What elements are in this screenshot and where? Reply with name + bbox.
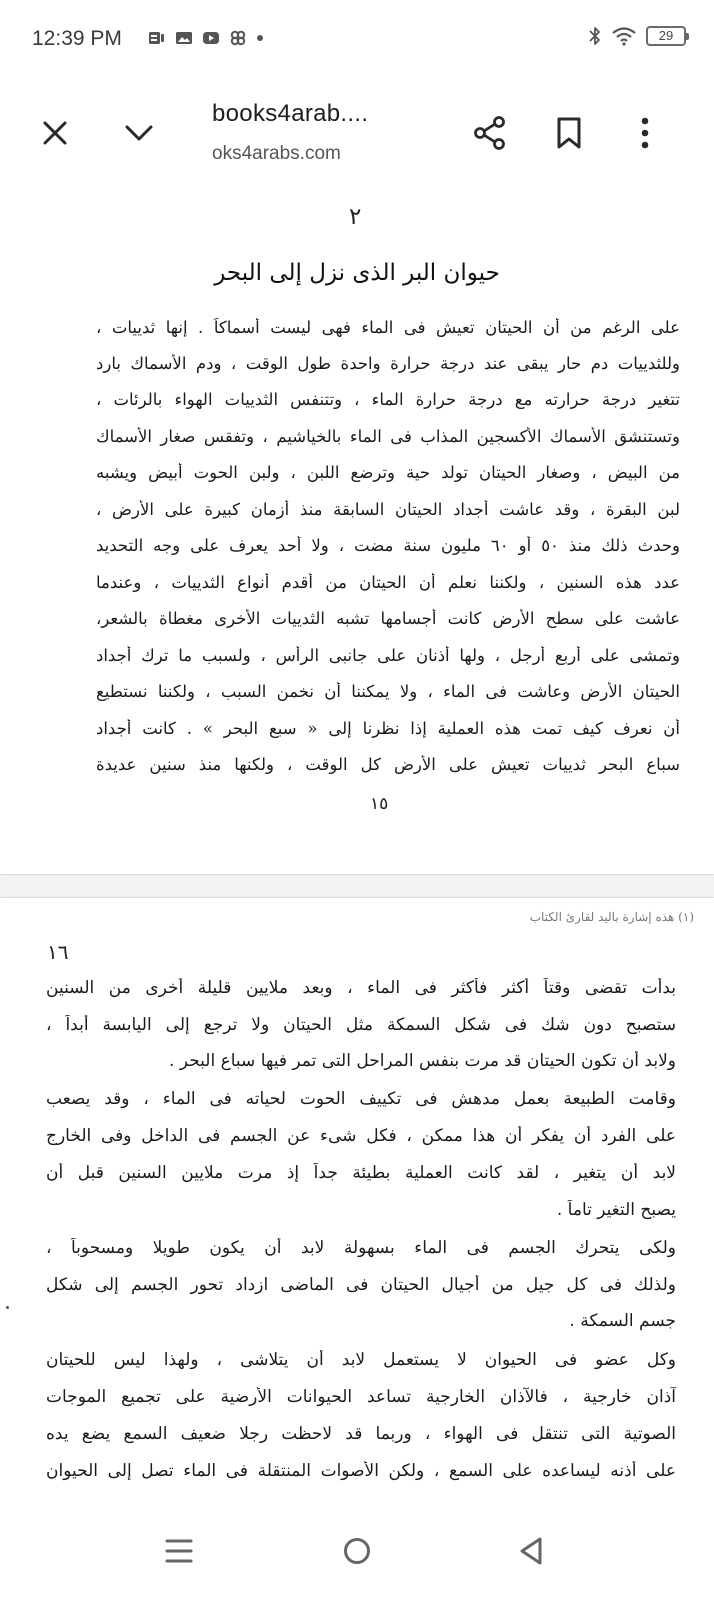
text-line: على الفرد أن يفكر أن هذا ممكن ، فكل شىء عن الجسم فى الداخل وفى الخارج [46, 1126, 676, 1146]
expand-button[interactable] [115, 109, 163, 157]
chevron-down-icon [124, 123, 154, 143]
wifi-icon [612, 26, 636, 46]
pdf-page-16 [0, 898, 714, 1582]
battery-level: 29 [658, 28, 674, 43]
notification-icon [148, 30, 166, 46]
bookmark-button[interactable] [545, 109, 593, 157]
text-line: وللثدييات دم حار يبقى عند درجة حرارة واحدة طول الوقت ، ودم الأسماك بارد [96, 354, 680, 373]
status-left-icons [148, 30, 264, 46]
bluetooth-icon [588, 26, 602, 46]
status-bar [0, 0, 714, 82]
page-url: oks4arabs.com [212, 143, 341, 164]
home-button[interactable] [334, 1528, 380, 1574]
page-number-bottom: ١٥ [370, 794, 389, 814]
back-icon [517, 1536, 545, 1566]
text-line: لابد أن يتغير ، لقد كانت العملية بطيئة جداً إذ مرت ملايين السنين قبل أن [46, 1163, 676, 1183]
text-line: عدد هذه السنين ، ولكننا نعلم أن الحيتان من أقدم أنواع الثدييات ، وعندما [96, 573, 680, 592]
photo-icon [175, 30, 193, 46]
text-line: على أذنه ليساعده على السمع ، ولكن الأصوات المنتقلة فى الماء تصل إلى الحيوان [46, 1461, 676, 1481]
text-line: الصوتية التى تنتقل فى الهواء ، وربما قد لاحظت رجلا ضعيف السمع يضع يده [46, 1424, 676, 1444]
page-number-top: ٢ [349, 204, 362, 230]
recents-button[interactable] [156, 1528, 202, 1574]
text-line: الحيتان الأرض وعاشت فى الماء ، ولا يمكننا أن نخمن السبب ، ولكننا نستطيع [96, 682, 680, 701]
text-line: ولابد أن تكون الحيتان قد مرت بنفس المراحل التى تمر فيها سباع البحر . [169, 1051, 676, 1071]
browser-header [0, 82, 714, 190]
chapter-heading: حيوان البر الذى نزل إلى البحر [214, 260, 500, 286]
home-icon [342, 1536, 372, 1566]
more-notifications-dot [256, 30, 264, 46]
recents-icon [164, 1537, 194, 1565]
text-line: من البيض ، وصغار الحيتان تولد حية وترضع اللبن ، ولبن الحوت أبيض ويشبه [96, 463, 680, 482]
back-button[interactable] [508, 1528, 554, 1574]
text-line: ولكى يتحرك الجسم فى الماء بسهولة لابد أن يكون طويلا ومسحوباً ، [46, 1238, 676, 1258]
scan-mark [6, 1306, 9, 1309]
text-line: على الرغم من أن الحيتان تعيش فى الماء فهى ليست أسماكاً . إنها ثدييات ، [96, 318, 680, 337]
page-title: books4arab.... [212, 100, 369, 127]
status-right-icons [588, 26, 686, 46]
text-line: وكل عضو فى الحيوان لا يستعمل لابد أن يتلاشى ، ولهذا ليس للحيتان [46, 1350, 676, 1370]
system-nav-bar [0, 1500, 714, 1599]
text-line: ولذلك فى كل جيل من أجيال الحيتان فى الماضى ازداد تحور الجسم إلى شكل [46, 1275, 676, 1295]
text-line: وقامت الطبيعة بعمل مدهش فى تكييف الحوت لحياته فى الماء ، وقد يصعب [46, 1089, 676, 1109]
text-line: يصبح التغير تاماً . [556, 1200, 676, 1220]
app-icon [229, 30, 247, 46]
text-line: وتستنشق الأسماك الأكسجين المذاب فى الماء بالخياشيم ، وتفقس صغار الأسماك [96, 427, 680, 446]
more-options-button[interactable] [621, 109, 669, 157]
close-button[interactable] [31, 109, 79, 157]
text-line: ستصبح دون شك فى شكل السمكة مثل الحيتان ولا ترجع إلى اليابسة أبداً ، [46, 1015, 676, 1035]
status-time: 12:39 PM [32, 27, 122, 50]
text-line: وحدث ذلك منذ ٥٠ أو ٦٠ مليون سنة مضت ، ولا أحد يعرف على وجه التحديد [96, 536, 680, 555]
text-line: سباع البحر ثدييات تعيش على الأرض كل الوقت ، ولكنها منذ سنين عديدة [96, 755, 680, 774]
text-line: آذان خارجية ، فالآذان الخارجية تساعد الحيوانات الأرضية على تجميع الموجات [46, 1387, 676, 1407]
pdf-page-15 [0, 190, 714, 874]
text-line: بدأت تقضى وقتاً أكثر فأكثر فى الماء ، وبعد ملايين قليلة أخرى من السنين [46, 978, 676, 998]
page-number-top: ١٦ [47, 940, 69, 964]
text-line: لبن البقرة ، وقد عاشت أجداد الحيتان السابقة منذ أزمان كبيرة على الأرض ، [96, 500, 680, 519]
text-line: تتغير درجة حرارته مع درجة حرارة الماء ، وتتنفس الثدييات الهواء بالرئات ، [96, 390, 680, 409]
handwritten-note: (١) هذه إشارة باليد لقارئ الكتاب [529, 910, 694, 924]
close-icon [41, 119, 69, 147]
share-icon [473, 115, 507, 151]
text-line: جسم السمكة . [569, 1311, 676, 1331]
battery-icon [646, 26, 686, 46]
title-block[interactable] [212, 100, 452, 165]
youtube-icon [202, 30, 220, 46]
bookmark-icon [556, 116, 582, 150]
text-line: أن نعرف كيف تمت هذه العملية إذا نظرنا إلى « سبع البحر » . كانت أجداد [96, 719, 680, 738]
more-vert-icon [640, 116, 650, 150]
share-button[interactable] [466, 109, 514, 157]
text-line: وتمشى على أربع أرجل ، ولها أذنان على جانبى الرأس ، ولسبب ما ترك أجداد [96, 646, 680, 665]
text-line: عاشت على سطح الأرض كانت أجسامها تشبه الثدييات الأخرى مغطاة بالشعر، [96, 609, 680, 628]
pdf-viewer[interactable] [0, 190, 714, 1582]
